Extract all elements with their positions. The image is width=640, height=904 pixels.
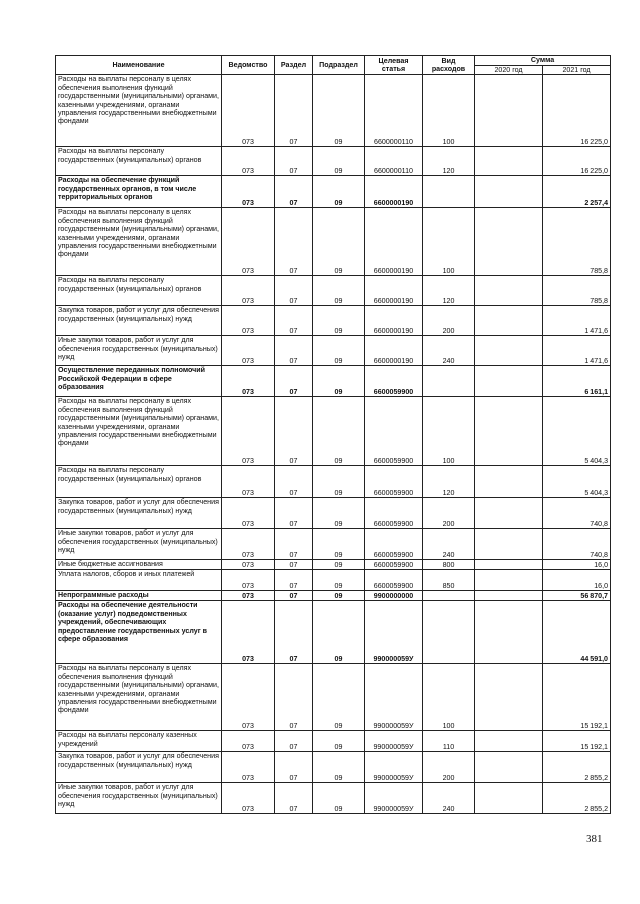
- podrazdel-cell: 09: [313, 176, 365, 208]
- vedomstvo-cell: 073: [222, 664, 275, 731]
- table-body: [56, 75, 611, 814]
- podrazdel-cell: 09: [313, 466, 365, 498]
- expense-type-cell: [423, 366, 475, 397]
- podrazdel-cell: 09: [313, 570, 365, 591]
- name-cell: Закупка товаров, работ и услуг для обеспечения государственных (муниципальных) нужд: [56, 306, 222, 336]
- podrazdel-cell: 09: [313, 664, 365, 731]
- razdel-cell: 07: [275, 560, 313, 570]
- sum-2020-cell: [475, 591, 543, 601]
- name-cell: Расходы на выплаты персоналу казенных учреждений: [56, 731, 222, 752]
- table-row: [56, 731, 611, 752]
- budget-table: [55, 55, 611, 814]
- name-cell: Расходы на выплаты персоналу в целях обеспечения выполнения функций государственными (муниципальными) органами, казенными учреждениями, органами управления государственными внебюджетными фондами: [56, 397, 222, 466]
- vedomstvo-cell: 073: [222, 306, 275, 336]
- podrazdel-cell: 09: [313, 591, 365, 601]
- podrazdel-cell: 09: [313, 276, 365, 306]
- razdel-cell: 07: [275, 306, 313, 336]
- table-row: [56, 466, 611, 498]
- expense-type-cell: 200: [423, 752, 475, 783]
- razdel-cell: 07: [275, 601, 313, 664]
- sum-2020-cell: [475, 397, 543, 466]
- table-row: [56, 306, 611, 336]
- sum-2021-cell: 44 591,0: [543, 601, 611, 664]
- podrazdel-cell: 09: [313, 336, 365, 366]
- sum-2021-cell: 2 855,2: [543, 752, 611, 783]
- vedomstvo-cell: 073: [222, 466, 275, 498]
- expense-type-cell: 120: [423, 147, 475, 176]
- sum-2020-cell: [475, 664, 543, 731]
- target-article-cell: 9900000000: [365, 591, 423, 601]
- podrazdel-cell: 09: [313, 75, 365, 147]
- razdel-cell: 07: [275, 570, 313, 591]
- name-cell: Закупка товаров, работ и услуг для обеспечения государственных (муниципальных) нужд: [56, 498, 222, 529]
- sum-2020-cell: [475, 336, 543, 366]
- expense-type-cell: 100: [423, 208, 475, 276]
- header-vedomstvo: Ведомство: [222, 56, 275, 75]
- name-cell: Закупка товаров, работ и услуг для обеспечения государственных (муниципальных) нужд: [56, 752, 222, 783]
- target-article-cell: 990000059У: [365, 601, 423, 664]
- name-cell: Иные закупки товаров, работ и услуг для обеспечения государственных (муниципальных) нужд: [56, 336, 222, 366]
- sum-2020-cell: [475, 366, 543, 397]
- target-article-cell: 6600000190: [365, 176, 423, 208]
- sum-2021-cell: 1 471,6: [543, 306, 611, 336]
- sum-2021-cell: 56 870,7: [543, 591, 611, 601]
- razdel-cell: 07: [275, 147, 313, 176]
- target-article-cell: 6600000110: [365, 75, 423, 147]
- vedomstvo-cell: 073: [222, 397, 275, 466]
- header-expense-type: Вид расходов: [423, 56, 475, 75]
- target-article-cell: 990000059У: [365, 731, 423, 752]
- name-cell: Расходы на выплаты персоналу в целях обеспечения выполнения функций государственными (муниципальными) органами, казенными учреждениями, органами управления государственными внебюджетными фондами: [56, 208, 222, 276]
- target-article-cell: 6600000190: [365, 208, 423, 276]
- razdel-cell: 07: [275, 752, 313, 783]
- vedomstvo-cell: 073: [222, 731, 275, 752]
- razdel-cell: 07: [275, 466, 313, 498]
- table-row: [56, 529, 611, 560]
- expense-type-cell: 240: [423, 783, 475, 814]
- name-cell: Непрограммные расходы: [56, 591, 222, 601]
- table-row: [56, 664, 611, 731]
- table-row: [56, 752, 611, 783]
- podrazdel-cell: 09: [313, 306, 365, 336]
- target-article-cell: 6600000110: [365, 147, 423, 176]
- razdel-cell: 07: [275, 591, 313, 601]
- sum-2021-cell: 2 855,2: [543, 783, 611, 814]
- podrazdel-cell: 09: [313, 366, 365, 397]
- podrazdel-cell: 09: [313, 783, 365, 814]
- table-row: [56, 498, 611, 529]
- expense-type-cell: [423, 176, 475, 208]
- podrazdel-cell: 09: [313, 208, 365, 276]
- vedomstvo-cell: 073: [222, 366, 275, 397]
- sum-2020-cell: [475, 176, 543, 208]
- vedomstvo-cell: 073: [222, 752, 275, 783]
- sum-2020-cell: [475, 498, 543, 529]
- sum-2021-cell: 5 404,3: [543, 397, 611, 466]
- sum-2020-cell: [475, 276, 543, 306]
- podrazdel-cell: 09: [313, 601, 365, 664]
- razdel-cell: 07: [275, 498, 313, 529]
- razdel-cell: 07: [275, 783, 313, 814]
- podrazdel-cell: 09: [313, 752, 365, 783]
- sum-2021-cell: 16 225,0: [543, 75, 611, 147]
- sum-2021-cell: 15 192,1: [543, 664, 611, 731]
- podrazdel-cell: 09: [313, 147, 365, 176]
- razdel-cell: 07: [275, 664, 313, 731]
- name-cell: Расходы на выплаты персоналу государственных (муниципальных) органов: [56, 147, 222, 176]
- target-article-cell: 990000059У: [365, 783, 423, 814]
- target-article-cell: 990000059У: [365, 752, 423, 783]
- sum-2021-cell: 2 257,4: [543, 176, 611, 208]
- vedomstvo-cell: 073: [222, 570, 275, 591]
- target-article-cell: 6600000190: [365, 306, 423, 336]
- sum-2021-cell: 740,8: [543, 498, 611, 529]
- podrazdel-cell: 09: [313, 397, 365, 466]
- sum-2020-cell: [475, 208, 543, 276]
- sum-2021-cell: 16 225,0: [543, 147, 611, 176]
- name-cell: Расходы на выплаты персоналу государственных (муниципальных) органов: [56, 276, 222, 306]
- name-cell: Расходы на обеспечение деятельности (оказание услуг) подведомственных учреждений, обеспечивающих предоставление государственных услуг в сфере образования: [56, 601, 222, 664]
- razdel-cell: 07: [275, 731, 313, 752]
- sum-2021-cell: 15 192,1: [543, 731, 611, 752]
- vedomstvo-cell: 073: [222, 208, 275, 276]
- target-article-cell: 6600000190: [365, 336, 423, 366]
- podrazdel-cell: 09: [313, 731, 365, 752]
- sum-2021-cell: 740,8: [543, 529, 611, 560]
- expense-type-cell: 800: [423, 560, 475, 570]
- razdel-cell: 07: [275, 366, 313, 397]
- expense-type-cell: 200: [423, 498, 475, 529]
- expense-type-cell: 200: [423, 306, 475, 336]
- sum-2021-cell: 785,8: [543, 208, 611, 276]
- expense-type-cell: 240: [423, 336, 475, 366]
- sum-2020-cell: [475, 570, 543, 591]
- vedomstvo-cell: 073: [222, 783, 275, 814]
- sum-2020-cell: [475, 147, 543, 176]
- header-podrazdel: Подраздел: [313, 56, 365, 75]
- header-year-2020: 2020 год: [475, 66, 543, 75]
- razdel-cell: 07: [275, 276, 313, 306]
- expense-type-cell: 100: [423, 75, 475, 147]
- sum-2021-cell: 5 404,3: [543, 466, 611, 498]
- name-cell: Осуществление переданных полномочий Российской Федерации в сфере образования: [56, 366, 222, 397]
- sum-2020-cell: [475, 529, 543, 560]
- table-row: [56, 276, 611, 306]
- sum-2020-cell: [475, 601, 543, 664]
- header-razdel: Раздел: [275, 56, 313, 75]
- table-row: [56, 570, 611, 591]
- table-row: [56, 366, 611, 397]
- name-cell: Расходы на выплаты персоналу в целях обеспечения выполнения функций государственными (муниципальными) органами, казенными учреждениями, органами управления государственными внебюджетными фондами: [56, 75, 222, 147]
- sum-2021-cell: 6 161,1: [543, 366, 611, 397]
- podrazdel-cell: 09: [313, 560, 365, 570]
- expense-type-cell: 120: [423, 466, 475, 498]
- vedomstvo-cell: 073: [222, 75, 275, 147]
- expense-type-cell: 100: [423, 664, 475, 731]
- sum-2020-cell: [475, 75, 543, 147]
- table-row: [56, 208, 611, 276]
- page-number: 381: [586, 833, 603, 845]
- sum-2020-cell: [475, 306, 543, 336]
- expense-type-cell: 110: [423, 731, 475, 752]
- razdel-cell: 07: [275, 208, 313, 276]
- header-sum: Сумма: [475, 56, 611, 66]
- expense-type-cell: 240: [423, 529, 475, 560]
- name-cell: Расходы на выплаты персоналу государственных (муниципальных) органов: [56, 466, 222, 498]
- header-target-article: Целевая статья: [365, 56, 423, 75]
- vedomstvo-cell: 073: [222, 601, 275, 664]
- table-row: [56, 336, 611, 366]
- expense-type-cell: 850: [423, 570, 475, 591]
- vedomstvo-cell: 073: [222, 147, 275, 176]
- name-cell: Иные закупки товаров, работ и услуг для обеспечения государственных (муниципальных) нужд: [56, 783, 222, 814]
- target-article-cell: 6600059900: [365, 570, 423, 591]
- expense-type-cell: 120: [423, 276, 475, 306]
- razdel-cell: 07: [275, 529, 313, 560]
- vedomstvo-cell: 073: [222, 529, 275, 560]
- header-name: Наименование: [56, 56, 222, 75]
- name-cell: Расходы на выплаты персоналу в целях обеспечения выполнения функций государственными (муниципальными) органами, казенными учреждениями, органами управления государственными внебюджетными фондами: [56, 664, 222, 731]
- sum-2020-cell: [475, 783, 543, 814]
- vedomstvo-cell: 073: [222, 176, 275, 208]
- target-article-cell: 6600059900: [365, 529, 423, 560]
- razdel-cell: 07: [275, 336, 313, 366]
- name-cell: Уплата налогов, сборов и иных платежей: [56, 570, 222, 591]
- table-row: [56, 75, 611, 147]
- expense-type-cell: 100: [423, 397, 475, 466]
- sum-2020-cell: [475, 560, 543, 570]
- table-row: [56, 397, 611, 466]
- razdel-cell: 07: [275, 397, 313, 466]
- table-row: [56, 783, 611, 814]
- vedomstvo-cell: 073: [222, 276, 275, 306]
- sum-2021-cell: 16,0: [543, 570, 611, 591]
- razdel-cell: 07: [275, 75, 313, 147]
- expense-type-cell: [423, 601, 475, 664]
- sum-2020-cell: [475, 466, 543, 498]
- sum-2021-cell: 785,8: [543, 276, 611, 306]
- table-row: [56, 601, 611, 664]
- table-row: [56, 176, 611, 208]
- target-article-cell: 6600059900: [365, 366, 423, 397]
- target-article-cell: 6600000190: [365, 276, 423, 306]
- name-cell: Иные бюджетные ассигнования: [56, 560, 222, 570]
- vedomstvo-cell: 073: [222, 336, 275, 366]
- target-article-cell: 990000059У: [365, 664, 423, 731]
- target-article-cell: 6600059900: [365, 498, 423, 529]
- target-article-cell: 6600059900: [365, 560, 423, 570]
- table-row: [56, 560, 611, 570]
- expense-type-cell: [423, 591, 475, 601]
- table-row: [56, 591, 611, 601]
- podrazdel-cell: 09: [313, 498, 365, 529]
- sum-2021-cell: 16,0: [543, 560, 611, 570]
- podrazdel-cell: 09: [313, 529, 365, 560]
- sum-2020-cell: [475, 731, 543, 752]
- header-year-2021: 2021 год: [543, 66, 611, 75]
- vedomstvo-cell: 073: [222, 591, 275, 601]
- target-article-cell: 6600059900: [365, 466, 423, 498]
- vedomstvo-cell: 073: [222, 560, 275, 570]
- vedomstvo-cell: 073: [222, 498, 275, 529]
- sum-2020-cell: [475, 752, 543, 783]
- name-cell: Расходы на обеспечение функций государственных органов, в том числе территориальных органов: [56, 176, 222, 208]
- razdel-cell: 07: [275, 176, 313, 208]
- sum-2021-cell: 1 471,6: [543, 336, 611, 366]
- target-article-cell: 6600059900: [365, 397, 423, 466]
- name-cell: Иные закупки товаров, работ и услуг для обеспечения государственных (муниципальных) нужд: [56, 529, 222, 560]
- table-row: [56, 147, 611, 176]
